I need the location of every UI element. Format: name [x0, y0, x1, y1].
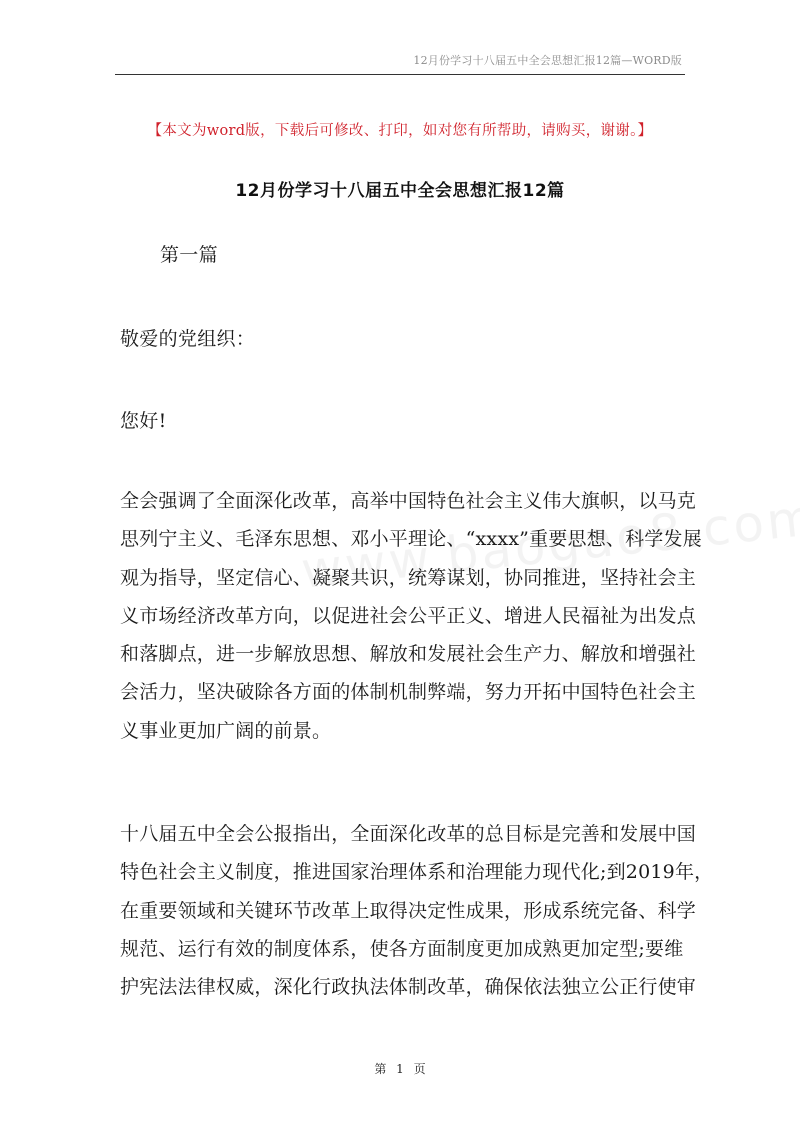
paragraph-line: 观为指导，坚定信心、凝聚共识，统筹谋划，协同推进，坚持社会主: [120, 566, 697, 589]
paragraph-line: 思列宁主义、毛泽东思想、邓小平理论、“xxxx”重要思想、科学发展: [120, 528, 702, 551]
page-footer: [0, 1060, 800, 1077]
greeting: 您好!: [120, 410, 167, 432]
paragraph-line: 和落脚点，进一步解放思想、解放和发展社会生产力、解放和增强社: [120, 643, 697, 666]
paragraph-line: 全会强调了全面深化改革，高举中国特色社会主义伟大旗帜，以马克: [120, 490, 697, 512]
paragraph-line: 护宪法法律权威，深化行政执法体制改革，确保依法独立公正行使审: [120, 976, 697, 999]
paragraph-line: 义事业更加广阔的前景。: [120, 719, 332, 742]
paragraph-line: 在重要领域和关键环节改革上取得决定性成果，形成系统完备、科学: [120, 899, 697, 922]
page-number: 1: [396, 1062, 404, 1076]
paragraph-2: [120, 815, 714, 1006]
download-notice: 【本文为word版，下载后可修改、打印，如对您有所帮助，请购买，谢谢。】: [147, 123, 653, 139]
running-header: 12月份学习十八届五中全会思想汇报12篇—WORD版: [413, 54, 682, 67]
salutation: 敬爱的党组织：: [120, 328, 256, 350]
paragraph-line: 特色社会主义制度，推进国家治理体系和治理能力现代化;到2019年，: [120, 861, 714, 884]
paragraph-line: 义市场经济改革方向，以促进社会公平正义、增进人民福祉为出发点: [120, 604, 697, 627]
page-number-suffix: 页: [413, 1062, 426, 1076]
section-label: 第一篇: [160, 244, 218, 266]
document-title: 12月份学习十八届五中全会思想汇报12篇: [235, 181, 565, 201]
page-number-prefix: 第: [374, 1062, 387, 1076]
paragraph-line: 规范、运行有效的制度体系，使各方面制度更加成熟更加定型;要维: [120, 937, 684, 960]
paragraph-line: 会活力，坚决破除各方面的体制机制弊端，努力开拓中国特色社会主: [120, 681, 697, 704]
paragraph-line: 十八届五中全会公报指出，全面深化改革的总目标是完善和发展中国: [120, 823, 697, 845]
paragraph-1: [120, 482, 702, 750]
header-divider: [115, 74, 685, 75]
